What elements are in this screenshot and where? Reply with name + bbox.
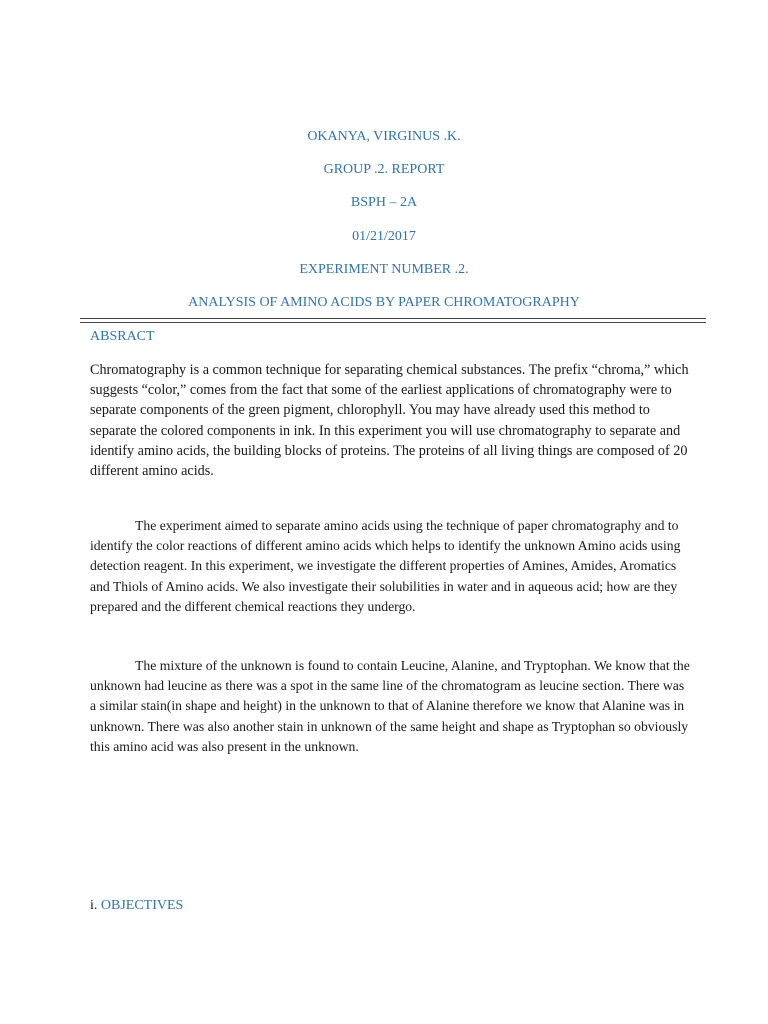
course-section: BSPH – 2A xyxy=(350,195,418,210)
objectives-label: OBJECTIVES xyxy=(100,898,184,913)
author-name: OKANYA, VIRGINUS .K. xyxy=(307,129,461,144)
abstract-heading: ABSRACT xyxy=(90,329,155,344)
objectives-numeral: i. xyxy=(90,898,98,913)
objectives-heading xyxy=(90,897,183,915)
title-rule-top xyxy=(80,318,706,319)
report-title: ANALYSIS OF AMINO ACIDS BY PAPER CHROMATOGRAPHY xyxy=(188,295,580,310)
report-date: 01/21/2017 xyxy=(352,229,416,244)
title-rule-bottom xyxy=(80,322,706,323)
experiment-number: EXPERIMENT NUMBER .2. xyxy=(299,262,469,277)
group-report: GROUP .2. REPORT xyxy=(323,162,445,177)
abstract-paragraph-2: The experiment aimed to separate amino acids using the technique of paper chromatography and to identify the color reactions of different amino acids which helps to identify the unknown Amino acids using detection reagent. In this experiment, we investigate the different properties of Amines, Amides, Aromatics and Thiols of Amino acids. We also investigate their solubilities in water and in aqueous acid; how are they prepared and the different chemical reactions they undergo. xyxy=(90,518,681,614)
abstract-paragraph-1: Chromatography is a common technique for separating chemical substances. The prefix “chroma,” which suggests “color,” comes from the fact that some of the earliest applications of chromatography were to separate components of the green pigment, chlorophyll. You may have already used this method to separate the colored components in ink. In this experiment you will use chromatography to separate and identify amino acids, the building blocks of proteins. The proteins of all living things are composed of 20 different amino acids. xyxy=(90,362,689,480)
abstract-paragraph-3: The mixture of the unknown is found to contain Leucine, Alanine, and Tryptophan. We know that the unknown had leucine as there was a spot in the same line of the chromatogram as leucine section. There was a similar stain(in shape and height) in the unknown to that of Alanine therefore we know that Alanine was in unknown. There was also another stain in unknown of the same height and shape as Tryptophan so obviously this amino acid was also present in the unknown. xyxy=(90,658,690,754)
